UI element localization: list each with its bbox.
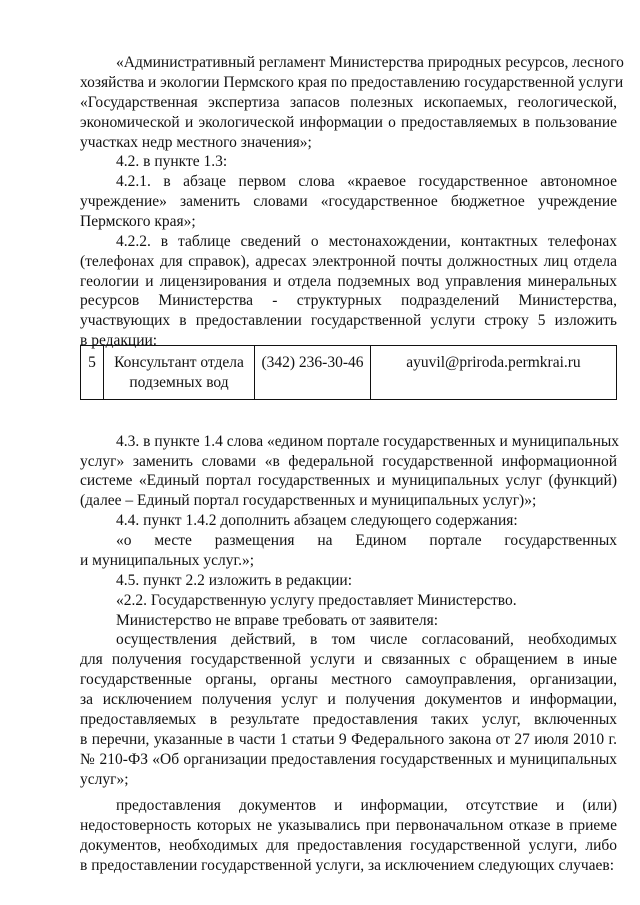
table-row [81, 346, 617, 400]
text-line: 4.2.2. в таблице сведений о местонахождении, контактных телефонах [116, 233, 617, 250]
text-line: предоставляемых в результате предоставления таких услуг, включенных [80, 711, 617, 728]
text-line: государственные органы, органы местного самоуправления, организации, [80, 671, 617, 688]
text-line: «Государственная экспертиза запасов полезных ископаемых, геологической, [80, 94, 617, 111]
text-line: 4.3. в пункте 1.4 слова «едином портале государственных и муниципальных [116, 433, 620, 450]
text-line: предоставления документов и информации, отсутствие и (или) [116, 797, 617, 814]
text-line: (телефонах для справок), адресах электронной почты должностных лиц отдела [80, 253, 617, 270]
text-line: ресурсов Министерства - структурных подразделений Министерства, [80, 292, 617, 309]
text-line: в предоставлении государственной услуги, за исключением следующих случаев: [80, 857, 615, 874]
text-line: геологии и лицензирования и отдела подземных вод управления минеральных [80, 273, 617, 290]
table-cell-email: ayuvil@priroda.permkrai.ru [371, 346, 617, 400]
table-cell-phone: (342) 236-30-46 [255, 346, 371, 400]
text-line: «о месте размещения на Едином портале государственных [116, 532, 617, 549]
text-line: за исключением получения услуг и получения документов и информации, [80, 691, 617, 708]
text-line: в перечни, указанные в части 1 статьи 9 Федерального закона от 27 июля 2010 г. [80, 731, 617, 748]
table-cell-position [104, 346, 255, 400]
text-line: учреждение» заменить словами «государственное бюджетное учреждение [80, 193, 617, 210]
text-line: 4.5. пункт 2.2 изложить в редакции: [116, 572, 353, 589]
text-line: хозяйства и экологии Пермского края по предоставлению государственной услуги [80, 74, 624, 91]
text-line: для получения государственной услуги и связанных с обращением в иные [80, 651, 617, 668]
text-line: 4.2.1. в абзаце первом слова «краевое государственное автономное [116, 173, 617, 190]
contacts-table [80, 345, 617, 400]
table-cell-number: 5 [81, 346, 104, 400]
text-line: и муниципальных услуг.»; [80, 552, 255, 569]
position-line: Консультант отдела [114, 354, 244, 371]
text-line: участвующих в предоставлении государственной услуги строку 5 изложить [80, 312, 617, 329]
text-line: № 210-ФЗ «Об организации предоставления государственных и муниципальных [80, 751, 617, 768]
text-line: документов, необходимых для предоставления государственной услуги, либо [80, 837, 617, 854]
text-line: экономической и экологической информации о предоставляемых в пользование [80, 114, 617, 131]
text-line: «Административный регламент Министерства природных ресурсов, лесного [116, 54, 624, 71]
text-line: 4.2. в пункте 1.3: [116, 153, 228, 170]
position-line: подземных вод [129, 374, 229, 391]
text-line: недостоверность которых не указывались при первоначальном отказе в приеме [80, 817, 617, 834]
text-line: Министерство не вправе требовать от заявителя: [116, 612, 439, 629]
text-line: «2.2. Государственную услугу предоставляет Министерство. [116, 592, 517, 609]
text-line: услуг»; [80, 771, 129, 788]
text-line: участках недр местного значения»; [80, 134, 312, 151]
text-line: услуг» заменить словами «в федеральной государственной информационной [80, 453, 617, 470]
text-line: (далее – Единый портал государственных и муниципальных услуг)»; [80, 492, 537, 509]
text-line: Пермского края»; [80, 213, 196, 230]
text-line: 4.4. пункт 1.4.2 дополнить абзацем следующего содержания: [116, 512, 518, 529]
text-line: в редакции: [80, 332, 158, 349]
text-line: осуществления действий, в том числе согласований, необходимых [116, 631, 617, 648]
text-line: системе «Единый портал государственных и муниципальных услуг (функций) [80, 472, 617, 489]
